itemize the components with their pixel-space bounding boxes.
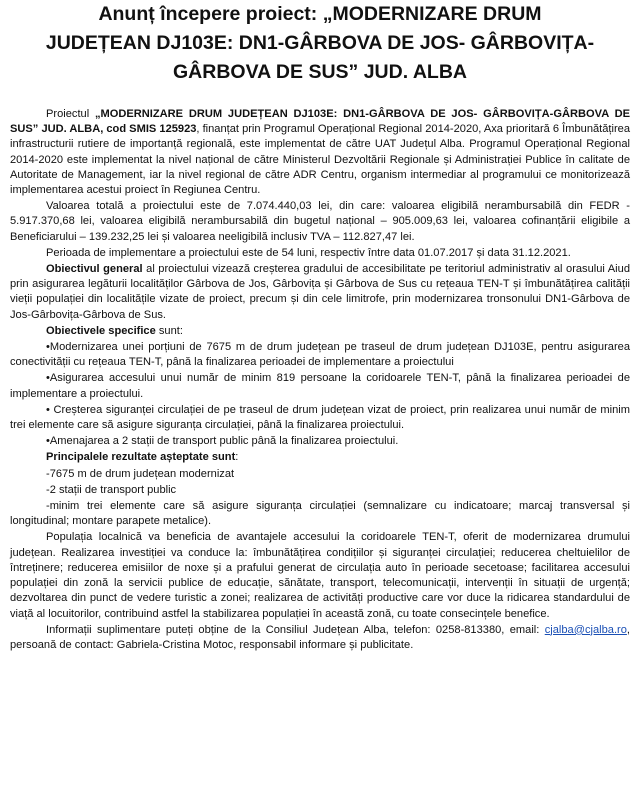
specific-objectives-label: Obiectivele specifice: [46, 324, 156, 337]
title-line-2: JUDEȚEAN DJ103E: DN1-GÂRBOVA DE JOS- GÂRBOVIȚA-: [45, 32, 595, 54]
specific-objective-item: • Creșterea siguranței circulației de pe traseul de drum județean vizat de proiect, prin realizarea unui număr de minim trei elemente care să asigure siguranța circulației, până la finalizarea proiectului.: [10, 403, 630, 432]
specific-objective-item: •Asigurarea accesului unui număr de minim 819 persoane la coridoarele TEN-T, până la finalizarea perioadei de implementare a proiectului.: [10, 372, 630, 400]
population-paragraph: Populația localnică va beneficia de avantajele accesului la coridoarele TEN-T, oferit de modernizarea drumului județean. Realizarea investiției va conduce la: îmbunătățirea condițiilor și siguranței circulației; reducerea cheltuielilor de întreținere; reducerea emisiilor de noxe și a prafului generat de circulația auto în perioade secetoase; facilitarea accesului populației din zonă la servicii publice de educație, sănătate, transport, telecomunicații, intervenții în situații de urgență; dezvoltarea din punct de vedere turistic a zonei; realizarea de activități productive care vor duce la ridicarea standardului de viață al locuitorilor, contribuind astfel la stabilizarea populației în această zonă, cu toate consecințele benefice.: [10, 531, 630, 620]
contact-prefix: Informații suplimentare puteți obține de la Consiliul Județean Alba, telefon: 0258-813380, email:: [46, 623, 545, 636]
announcement-title: [10, 0, 630, 87]
project-name: „MODERNIZARE DRUM JUDEȚEAN DJ103E: DN1-GÂRBOVA DE JOS- GÂRBOVIȚA-GÂRBOVA DE SUS” JUD. ALBA, cod SMIS 125923: [10, 108, 631, 136]
results-heading: [10, 450, 630, 465]
specific-objectives-heading: [10, 324, 630, 339]
title-line-3: GÂRBOVA DE SUS” JUD. ALBA: [173, 61, 467, 83]
general-objective-text: al proiectului vizează creșterea gradului de accesibilitate pe teritoriul administrativ al orasului Aiud prin asigurarea legăturii localităților Gârbova de Jos, Gârbovița și Gârbova de Sus cu rețeaua TEN-T și îmbunătățirea calității vieții populației din localitățile vizate de proiect, precum și din cele limitrofe, prin modernizarea tronsonului DN1-Gârbova de Jos-Gârbovița-Gârbova de Sus.: [10, 263, 630, 321]
specific-objectives-suffix: sunt:: [155, 324, 183, 337]
contact-paragraph: [10, 623, 630, 653]
result-item: -2 stații de transport public: [46, 483, 177, 496]
general-objective-label: Obiectivul general: [46, 263, 143, 276]
period-paragraph: Perioada de implementare a proiectului este de 54 luni, respectiv între data 01.07.2017 și data 31.12.2021.: [46, 246, 571, 259]
title-line-1: Anunț începere proiect: „MODERNIZARE DRUM: [98, 3, 542, 25]
specific-objective-item: •Amenajarea a 2 stații de transport public până la finalizarea proiectului.: [46, 435, 399, 448]
intro-rest: , finanțat prin Programul Operațional Regional 2014-2020, Axa prioritară 6 Îmbunătățirea infrastructurii rutiere de importanță regională, este implementat de către UAT Județul Alba. Programul Operațional Regional 2014-2020 este implementat la nivel național de către Ministerul Dezvoltării Regionale și Administrației Publice în calitate de Autoritate de Management, iar la nivel regional de către ADR Centru, organism intermediar al programului ce monitorizează implementarea acestui proiect în Regiunea Centru.: [10, 123, 631, 197]
general-objective-paragraph: [10, 262, 630, 323]
announcement-body: [10, 107, 630, 653]
results-label: Principalele rezultate așteptate sunt: [46, 451, 236, 464]
result-item: -minim trei elemente care să asigure siguranța circulației (semnalizare cu indicatoare; marcaj transversal și longitudinal; montare parapete metalice).: [10, 500, 630, 528]
result-item: -7675 m de drum județean modernizat: [46, 467, 235, 480]
results-suffix: :: [235, 451, 239, 464]
intro-paragraph: [10, 107, 630, 198]
specific-objective-item: •Modernizarea unei porțiuni de 7675 m de drum județean pe traseul de drum județean DJ103E, pentru asigurarea conectivității cu rețeaua TEN-T, până la finalizarea perioadei de implementare a proiectului: [10, 341, 630, 369]
email-link[interactable]: cjalba@cjalba.ro: [544, 623, 627, 636]
value-paragraph: Valoarea totală a proiectului este de 7.074.440,03 lei, din care: valoarea eligibilă nerambursabilă din FEDR - 5.917.370,68 lei, valoarea eligibilă nerambursabilă din bugetul național – 905.009,63 lei, valoarea cofinanțării eligibile a Beneficiarului – 139.232,25 lei și valoarea neeligibilă inclusiv TVA – 112.827,47 lei.: [10, 200, 630, 243]
contact-rest: , persoană de contact: Gabriela-Cristina Motoc, responsabil informare și publicitate.: [10, 623, 630, 651]
intro-prefix: Proiectul: [46, 108, 95, 120]
